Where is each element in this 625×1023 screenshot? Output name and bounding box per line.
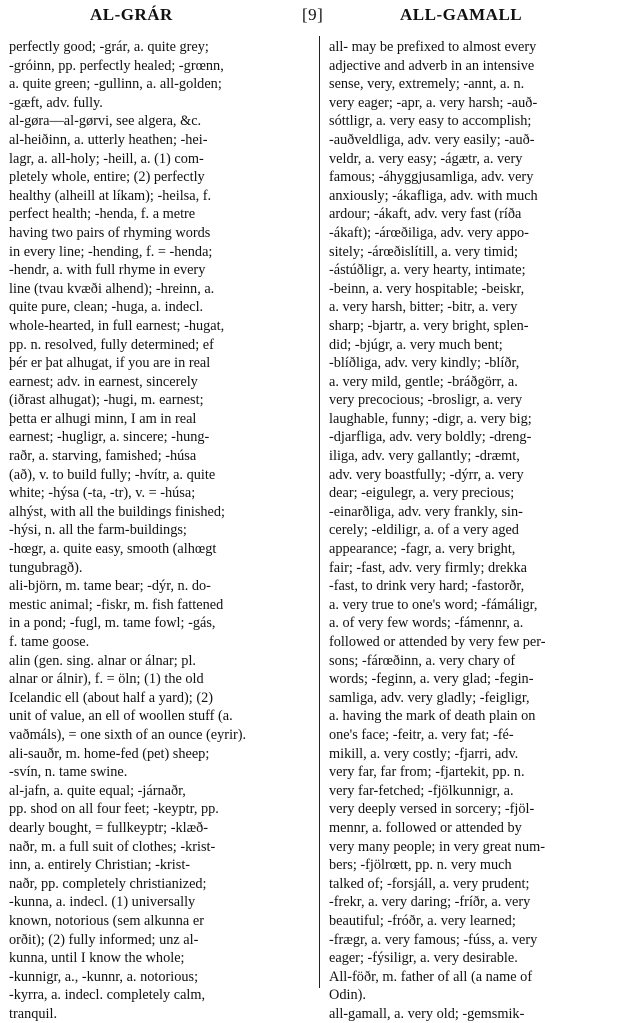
dictionary-line: sons; -fárœðinn, a. very chary of [329, 652, 516, 669]
page-header [0, 0, 625, 30]
dictionary-line: -blíðliga, adv. very kindly; -blíðr, [329, 355, 520, 372]
dictionary-line: words; -feginn, a. very glad; -fegin- [329, 671, 534, 688]
dictionary-line: -frekr, a. very daring; -fríðr, a. very [329, 894, 531, 911]
dictionary-line: -hendr, a. with full rhyme in every [9, 262, 206, 279]
dictionary-line: unit of value, an ell of woollen stuff (a. [9, 708, 233, 725]
dictionary-line: in a pond; -fugl, m. tame fowl; -gás, [9, 615, 216, 632]
dictionary-line: known, notorious (sem alkunna er [9, 912, 204, 929]
dictionary-line: þetta er alhugi minn, I am in real [9, 410, 197, 427]
dictionary-line: quite pure, clean; -huga, a. indecl. [9, 299, 204, 316]
dictionary-line: vaðmáls), = one sixth of an ounce (eyrir). [9, 726, 247, 743]
dictionary-line: (að), v. to build fully; -hvítr, a. quite [9, 466, 216, 483]
dictionary-line: one's face; -feitr, a. very fat; -fé- [329, 726, 514, 743]
dictionary-line: orðit); (2) fully informed; unz al- [9, 931, 199, 948]
dictionary-line: in every line; -hending, f. = -henda; [9, 243, 213, 260]
column-divider [319, 36, 320, 988]
dictionary-line: all-gamall, a. very old; -gemsmik- [329, 1005, 525, 1022]
dictionary-line: -kyrra, a. indecl. completely calm, [9, 987, 206, 1004]
dictionary-line: -kunnigr, a., -kunnr, a. notorious; [9, 968, 199, 985]
dictionary-line: a. very true to one's word; -fámáligr, [329, 596, 538, 613]
dictionary-line: very eager; -apr, a. very harsh; -auð- [329, 94, 538, 111]
dictionary-line: very precocious; -brosligr, a. very [329, 392, 523, 409]
dictionary-line: eager; -fýsiligr, a. very desirable. [329, 950, 518, 967]
dictionary-line: -ástúðligr, a. very hearty, intimate; [329, 262, 526, 279]
dictionary-line: very far, far from; -fjartekit, pp. n. [329, 764, 525, 781]
dictionary-line: al-heiðinn, a. utterly heathen; -hei- [9, 131, 208, 148]
dictionary-line: tranquil. [9, 1005, 58, 1022]
dictionary-line: earnest; adv. in earnest, sincerely [9, 373, 198, 390]
dictionary-line: anxiously; -ákafliga, adv. with much [329, 187, 538, 204]
dictionary-line: -svín, n. tame swine. [9, 764, 128, 781]
dictionary-line: bers; -fjölrœtt, pp. n. very much [329, 857, 512, 874]
dictionary-line: alin (gen. sing. alnar or álnar; pl. [9, 652, 196, 669]
dictionary-line: naðr, pp. completely christianized; [9, 875, 207, 892]
left-column [9, 38, 307, 1023]
dictionary-line: dear; -eigulegr, a. very precious; [329, 485, 515, 502]
dictionary-line: Icelandic ell (about half a yard); (2) [9, 689, 214, 706]
dictionary-line: veldr, a. very easy; -ágætr, a. very [329, 150, 523, 167]
dictionary-line: -einarðliga, adv. very frankly, sin- [329, 503, 523, 520]
dictionary-line: earnest; -hugligr, a. sincere; -hung- [9, 429, 210, 446]
dictionary-line: perfectly good; -grár, a. quite grey; [9, 39, 209, 55]
dictionary-line: raðr, a. starving, famished; -húsa [9, 448, 197, 465]
dictionary-line: a. of very few words; -fámennr, a. [329, 615, 524, 632]
dictionary-line: all- may be prefixed to almost every [329, 39, 537, 55]
dictionary-line: a. very harsh, bitter; -bitr, a. very [329, 299, 518, 316]
dictionary-line: inn, a. entirely Christian; -krist- [9, 857, 191, 874]
dictionary-line: naðr, m. a full suit of clothes; -krist- [9, 838, 216, 855]
dictionary-line: (iðrast alhugat); -hugi, m. earnest; [9, 392, 204, 409]
dictionary-line: -kunna, a. indecl. (1) universally [9, 894, 196, 911]
dictionary-line: a. quite green; -gullinn, a. all-golden; [9, 76, 222, 93]
dictionary-line: talked of; -forsjáll, a. very prudent; [329, 875, 530, 892]
dictionary-line: ali-sauðr, m. home-fed (pet) sheep; [9, 745, 210, 762]
dictionary-line: -beinn, a. very hospitable; -beiskr, [329, 280, 525, 297]
dictionary-line: ali-björn, m. tame bear; -dýr, n. do- [9, 578, 211, 595]
dictionary-line: al-jafn, a. quite equal; -járnaðr, [9, 782, 186, 799]
dictionary-line: adjective and adverb in an intensive [329, 57, 535, 74]
dictionary-line: -gæft, adv. fully. [9, 94, 103, 111]
dictionary-line: -auðveldliga, adv. very easily; -auð- [329, 131, 535, 148]
dictionary-line: followed or attended by very few per- [329, 634, 546, 650]
dictionary-line: kunna, until I know the whole; [9, 950, 185, 967]
dictionary-line: perfect health; -henda, f. a metre [9, 206, 196, 223]
dictionary-line: very many people; in very great num- [329, 838, 545, 855]
dictionary-line: -gróinn, pp. perfectly healed; -grœnn, [9, 57, 224, 74]
dictionary-line: line (tvau kvæði alhend); -hreinn, a. [9, 280, 215, 297]
dictionary-line: having two pairs of rhyming words [9, 224, 211, 241]
dictionary-line: sóttligr, a. very easy to accomplish; [329, 113, 532, 130]
dictionary-line: dearly bought, = fullkeyptr; -klæð- [9, 819, 209, 836]
dictionary-line: beautiful; -fróðr, a. very learned; [329, 912, 516, 929]
dictionary-line: pp. shod on all four feet; -keyptr, pp. [9, 801, 219, 818]
dictionary-line: al-gøra—al-gørvi, see algera, &c. [9, 113, 202, 130]
dictionary-line: -hýsi, n. all the farm-buildings; [9, 522, 187, 539]
dictionary-line: ardour; -ákaft, adv. very fast (ríða [329, 206, 522, 223]
dictionary-line: alhýst, with all the buildings finished; [9, 503, 226, 520]
dictionary-line: fair; -fast, adv. very firmly; drekka [329, 559, 527, 576]
dictionary-line: white; -hýsa (-ta, -tr), v. = -húsa; [9, 485, 196, 502]
page-number: [9] [302, 5, 324, 24]
dictionary-line: sitely; -árœðislítill, a. very timid; [329, 243, 519, 260]
dictionary-line: mennr, a. followed or attended by [329, 819, 522, 836]
dictionary-line: -frægr, a. very famous; -fúss, a. very [329, 931, 538, 948]
dictionary-line: pletely whole, entire; (2) perfectly [9, 169, 205, 186]
dictionary-line: famous; -áhyggjusamliga, adv. very [329, 169, 534, 186]
dictionary-line: a. having the mark of death plain on [329, 708, 536, 725]
dictionary-line: All-föðr, m. father of all (a name of [329, 968, 533, 985]
left-running-headword: AL-GRÁR [90, 5, 173, 24]
dictionary-line: lagr, a. all-holy; -heill, a. (1) com- [9, 150, 204, 167]
right-running-headword: ALL-GAMALL [400, 5, 523, 24]
dictionary-line: -hœgr, a. quite easy, smooth (alhœgt [9, 541, 217, 558]
dictionary-line: whole-hearted, in full earnest; -hugat, [9, 317, 225, 334]
right-column [329, 38, 616, 1023]
dictionary-line: mestic animal; -fiskr, m. fish fattened [9, 596, 224, 613]
dictionary-line: þér er þat alhugat, if you are in real [9, 355, 211, 372]
dictionary-line: tungubragð). [9, 559, 83, 576]
dictionary-line: iliga, adv. very gallantly; -dræmt, [329, 448, 520, 465]
dictionary-line: -djarfliga, adv. very boldly; -dreng- [329, 429, 532, 446]
dictionary-line: did; -bjúgr, a. very much bent; [329, 336, 503, 353]
dictionary-line: pp. n. resolved, fully determined; ef [9, 336, 214, 353]
dictionary-line: sharp; -bjartr, a. very bright, splen- [329, 317, 529, 334]
dictionary-line: healthy (alheill at líkam); -heilsa, f. [9, 187, 212, 204]
dictionary-line: a. very mild, gentle; -bráðgörr, a. [329, 373, 518, 390]
dictionary-line: very deeply versed in sorcery; -fjöl- [329, 801, 535, 818]
dictionary-line: sense, very, extremely; -annt, a. n. [329, 76, 525, 93]
dictionary-line: samliga, adv. very gladly; -feigligr, [329, 689, 530, 706]
dictionary-line: -ákaft); -árœðiliga, adv. very appo- [329, 224, 529, 241]
dictionary-line: adv. very boastfully; -dýrr, a. very [329, 466, 524, 483]
dictionary-line: alnar or álnir), f. = öln; (1) the old [9, 671, 204, 688]
dictionary-line: -fast, to drink very hard; -fastorðr, [329, 578, 525, 595]
dictionary-line: Odin). [329, 987, 366, 1004]
dictionary-line: mikill, a. very costly; -fjarri, adv. [329, 745, 519, 762]
dictionary-line: f. tame goose. [9, 634, 90, 650]
dictionary-line: very far-fetched; -fjölkunnigr, a. [329, 782, 514, 799]
dictionary-line: cerely; -eldiligr, a. of a very aged [329, 522, 519, 539]
dictionary-line: appearance; -fagr, a. very bright, [329, 541, 516, 558]
dictionary-line: laughable, funny; -digr, a. very big; [329, 410, 532, 427]
